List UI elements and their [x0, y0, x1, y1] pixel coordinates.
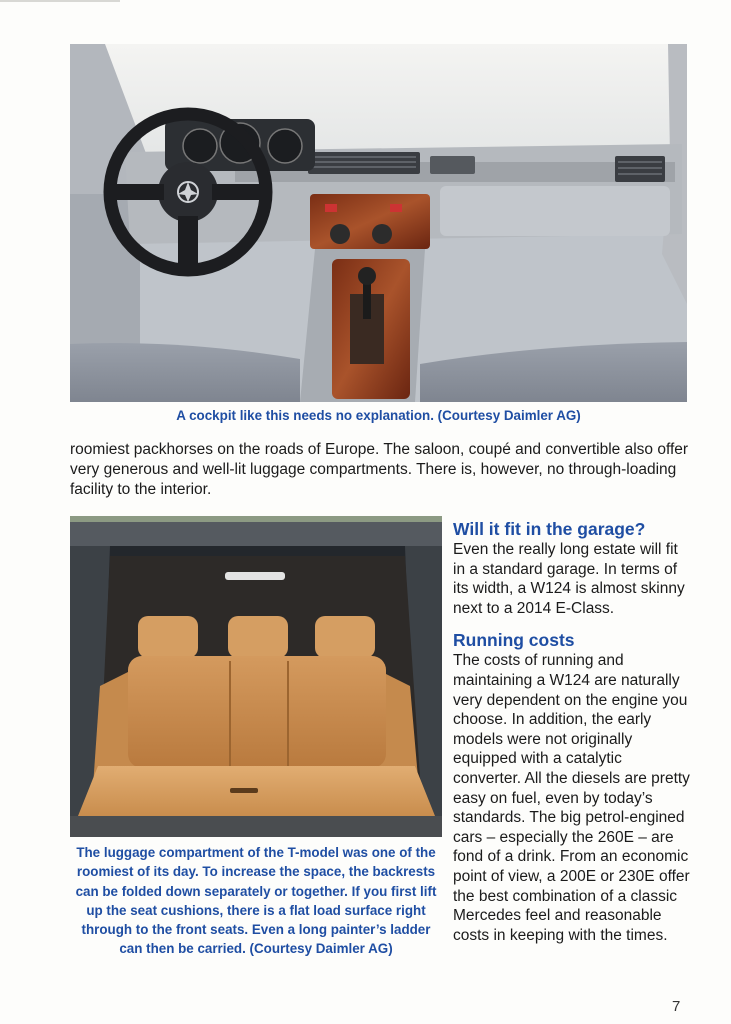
cockpit-photo [70, 44, 687, 402]
top-rule [0, 0, 120, 2]
section-text-garage: Even the really long estate will fit in a standard garage. In terms of its width, a W124 is almost skinny next to a 2014 E-Class. [453, 541, 685, 617]
trunk-photo [70, 516, 442, 837]
body-paragraph: roomiest packhorses on the roads of Europe. The saloon, coupé and convertible also offer very generous and well-lit luggage compartments. There is, however, no through-loading facility to the interior. [70, 441, 689, 498]
section-text-running-costs: The costs of running and maintaining a W124 are naturally very dependent on the engine you choose. In addition, the early models were not originally equipped with a catalytic converter. All the diesels are pretty easy on fuel, even by today’s standards. The big petrol-engined cars – especially the 260E – are fond of a drink. From an economic point of view, a 200E or 230E offer the best combination of a classic Mercedes feel and reasonable costs in keeping with the times. [453, 652, 690, 944]
right-column [453, 518, 693, 956]
page-number: 7 [672, 998, 681, 1015]
section-heading-running-costs: Running costs [453, 630, 575, 651]
cockpit-caption: A cockpit like this needs no explanation. (Courtesy Daimler AG) [176, 408, 581, 423]
car-cockpit-icon [70, 44, 687, 402]
estate-luggage-compartment-icon [70, 516, 442, 837]
trunk-caption: The luggage compartment of the T-model was one of the roomiest of its day. To increase the space, the backrests can be folded down separately or together. If you first lift up the seat cushions, there is a flat load surface right through to the front seats. Even a long painter’s ladder can then be carried. (Courtesy Daimler AG) [75, 845, 437, 957]
section-heading-garage: Will it fit in the garage? [453, 519, 646, 539]
